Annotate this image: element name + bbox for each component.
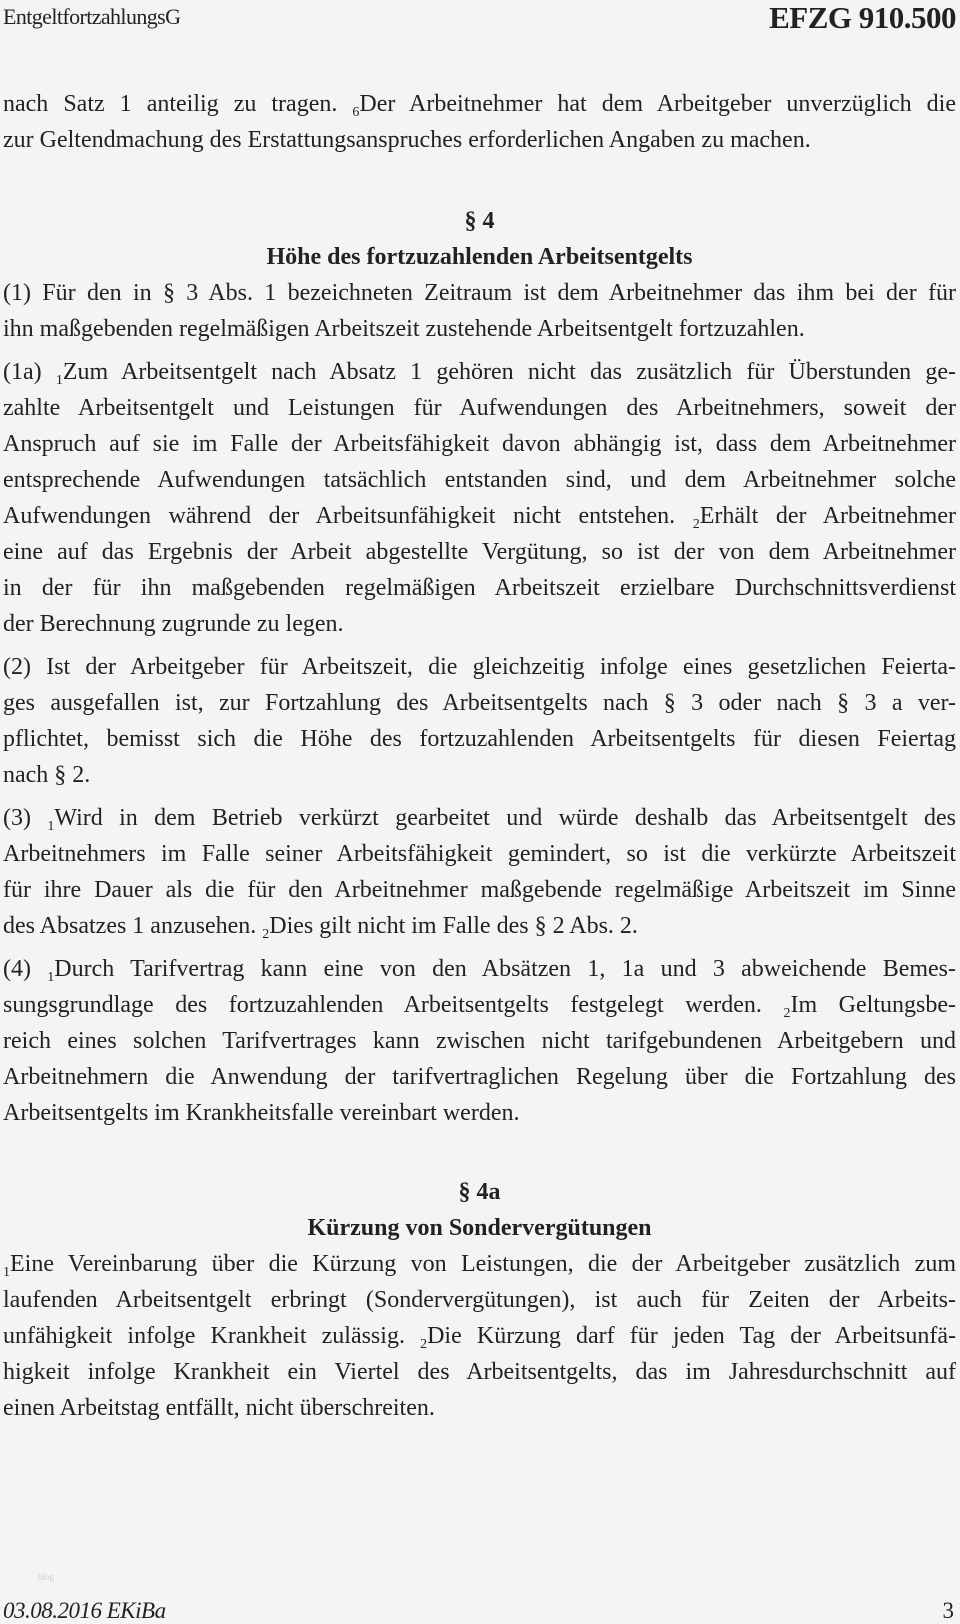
footer-date: 03.08.2016 EKiBa bbox=[3, 1598, 166, 1623]
text-line bbox=[3, 570, 956, 606]
text-run: eine auf das Ergebnis der Arbeit abgestellte Vergütung, so ist der von dem Arbeitnehmer bbox=[3, 539, 956, 565]
text-line bbox=[3, 311, 956, 347]
text-line bbox=[3, 275, 956, 311]
text-line bbox=[3, 1282, 956, 1318]
spacer bbox=[3, 1138, 956, 1174]
text-line bbox=[3, 836, 956, 872]
text-line bbox=[3, 1390, 956, 1426]
text-line bbox=[3, 1354, 956, 1390]
text-line bbox=[3, 872, 956, 908]
paragraph bbox=[3, 800, 956, 944]
sentence-number: 2 bbox=[692, 517, 700, 532]
text-run: Dies gilt nicht im Falle des § 2 Abs. 2. bbox=[269, 913, 638, 939]
text-line bbox=[3, 606, 956, 642]
section-heading: § 4a bbox=[458, 1179, 501, 1205]
text-line bbox=[3, 462, 956, 498]
text-line bbox=[3, 1059, 956, 1095]
text-line bbox=[3, 426, 956, 462]
sentence-number: 1 bbox=[47, 970, 55, 985]
text-run: (2) Ist der Arbeitgeber für Arbeitszeit, die gleichzeitig infolge eines gesetzlichen Feierta- bbox=[3, 654, 956, 680]
text-line bbox=[3, 649, 956, 685]
text-run: einen Arbeitstag entfällt, nicht überschreiten. bbox=[3, 1395, 435, 1421]
text-run: des Absatzes 1 anzusehen. bbox=[3, 913, 263, 939]
text-run: (1a) bbox=[3, 359, 56, 385]
text-run: (3) bbox=[3, 805, 48, 831]
text-line bbox=[3, 534, 956, 570]
text-run: ges ausgefallen ist, zur Fortzahlung des Arbeitsentgelts nach § 3 oder nach § 3 a ver- bbox=[3, 690, 956, 716]
text-run: Aufwendungen während der Arbeitsunfähigkeit nicht entstehen. bbox=[3, 503, 693, 529]
text-line bbox=[3, 757, 956, 793]
text-line bbox=[3, 86, 956, 122]
text-run: (4) bbox=[3, 956, 48, 982]
text-run: Durch Tarifvertrag kann eine von den Absätzen 1, 1a und 3 abweichende Bemes- bbox=[54, 956, 957, 982]
text-run: reich eines solchen Tarifvertrages kann zwischen nicht tarifgebundenen Arbeitgebern und bbox=[3, 1028, 956, 1054]
text-run: ihn maßgebenden regelmäßigen Arbeitszeit zustehende Arbeitsentgelt fortzuzahlen. bbox=[3, 316, 805, 342]
text-run: unfähigkeit infolge Krankheit zulässig. bbox=[3, 1323, 421, 1349]
text-run: der Berechnung zugrunde zu legen. bbox=[3, 611, 344, 637]
text-run: Eine Vereinbarung über die Kürzung von Leistungen, die der Arbeitgeber zusätzlich zum bbox=[10, 1251, 956, 1277]
header-law-code: EFZG 910.500 bbox=[769, 0, 956, 35]
text-run: nach Satz 1 anteilig zu tragen. bbox=[3, 91, 353, 117]
spacer bbox=[3, 165, 956, 203]
section-heading: § 4 bbox=[464, 208, 495, 234]
text-run: Im Geltungsbe- bbox=[790, 992, 956, 1018]
watermark: blog bbox=[38, 1572, 55, 1582]
text-line bbox=[3, 1023, 956, 1059]
page-number: 3 bbox=[942, 1598, 954, 1623]
text-run: higkeit infolge Krankheit ein Viertel des Arbeitsentgelts, das im Jahresdurchschnitt auf bbox=[3, 1359, 956, 1385]
text-run: für ihre Dauer als die für den Arbeitnehmer maßgebende regelmäßige Arbeitszeit im Sinne bbox=[3, 877, 956, 903]
text-line bbox=[3, 122, 956, 158]
sentence-number: 1 bbox=[55, 373, 63, 388]
section-heading: Höhe des fortzuzahlenden Arbeitsentgelts bbox=[266, 244, 693, 270]
text-line bbox=[3, 987, 956, 1023]
sentence-number: 1 bbox=[47, 819, 55, 834]
text-run: in der für ihn maßgebenden regelmäßigen Arbeitszeit erzielbare Durchschnittsverdienst bbox=[3, 575, 956, 601]
text-run: zur Geltendmachung des Erstattungsanspruches erforderlichen Angaben zu machen. bbox=[3, 127, 811, 153]
text-run: (1) Für den in § 3 Abs. 1 bezeichneten Zeitraum ist dem Arbeitnehmer das ihm bei der für bbox=[3, 280, 956, 306]
text-line bbox=[3, 498, 956, 534]
sentence-number: 2 bbox=[262, 927, 270, 942]
paragraph bbox=[3, 1246, 956, 1426]
paragraph bbox=[3, 951, 956, 1131]
text-run: Die Kürzung darf für jeden Tag der Arbeitsunfä- bbox=[427, 1323, 956, 1349]
paragraph bbox=[3, 86, 956, 158]
text-run: Arbeitnehmern die Anwendung der tarifvertraglichen Regelung über die Fortzahlung des bbox=[3, 1064, 956, 1090]
text-line bbox=[3, 908, 956, 944]
text-line bbox=[3, 390, 956, 426]
text-run: entsprechende Aufwendungen tatsächlich entstanden sind, und dem Arbeitnehmer solche bbox=[3, 467, 956, 493]
text-line bbox=[3, 1318, 956, 1354]
text-run: Arbeitnehmers im Falle seiner Arbeitsfähigkeit gemindert, so ist die verkürzte Arbeitszeit bbox=[3, 841, 956, 867]
text-line bbox=[3, 951, 956, 987]
text-line bbox=[3, 800, 956, 836]
header-law-name: EntgeltfortzahlungsG bbox=[3, 4, 181, 29]
paragraph bbox=[3, 649, 956, 793]
text-line bbox=[3, 1246, 956, 1282]
sentence-number: 1 bbox=[3, 1265, 10, 1280]
text-run: nach § 2. bbox=[3, 762, 91, 788]
text-line bbox=[3, 354, 956, 390]
text-line bbox=[3, 685, 956, 721]
section-heading: Kürzung von Sondervergütungen bbox=[307, 1215, 652, 1241]
page-header bbox=[0, 0, 960, 34]
text-line bbox=[3, 1095, 956, 1131]
text-run: Wird in dem Betrieb verkürzt gearbeitet und würde deshalb das Arbeitsentgelt des bbox=[54, 805, 957, 831]
document-body bbox=[3, 86, 956, 1433]
text-run: zahlte Arbeitsentgelt und Leistungen für Aufwendungen des Arbeitnehmers, soweit der bbox=[3, 395, 956, 421]
text-run: pflichtet, bemisst sich die Höhe des fortzuzahlenden Arbeitsentgelts für diesen Feiertag bbox=[3, 726, 956, 752]
sentence-number: 6 bbox=[352, 105, 360, 120]
text-run: laufenden Arbeitsentgelt erbringt (Sondervergütungen), ist auch für Zeiten der Arbeits- bbox=[3, 1287, 956, 1313]
paragraph bbox=[3, 275, 956, 347]
text-run: Zum Arbeitsentgelt nach Absatz 1 gehören nicht das zusätzlich für Überstunden ge- bbox=[62, 359, 956, 385]
sentence-number: 2 bbox=[420, 1337, 428, 1352]
text-run: Arbeitsentgelts im Krankheitsfalle vereinbart werden. bbox=[3, 1100, 520, 1126]
text-run: Erhält der Arbeitnehmer bbox=[699, 503, 956, 529]
text-run: Der Arbeitnehmer hat dem Arbeitgeber unverzüglich die bbox=[359, 91, 956, 117]
text-line bbox=[3, 721, 956, 757]
text-run: sungsgrundlage des fortzuzahlenden Arbeitsentgelts festgelegt werden. bbox=[3, 992, 784, 1018]
text-run: Anspruch auf sie im Falle der Arbeitsfähigkeit davon abhängig ist, dass dem Arbeitnehmer bbox=[3, 431, 956, 457]
paragraph bbox=[3, 354, 956, 642]
sentence-number: 2 bbox=[783, 1006, 791, 1021]
